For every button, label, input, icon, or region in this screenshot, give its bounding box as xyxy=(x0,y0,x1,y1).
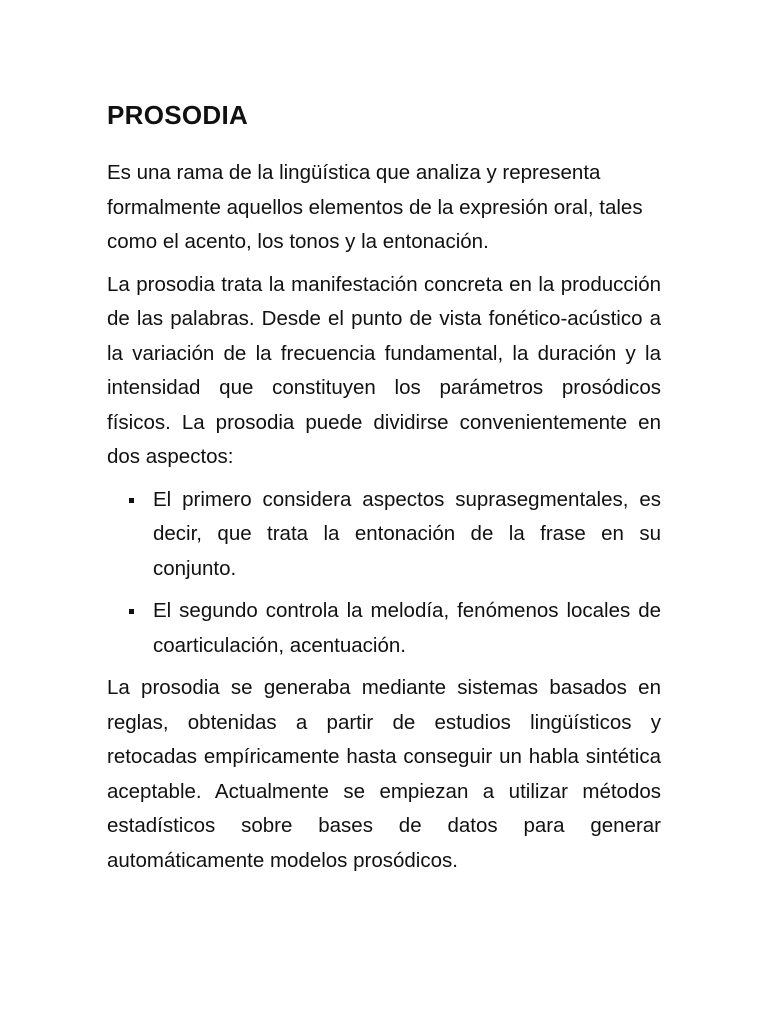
list-item-text: El primero considera aspectos suprasegmentales, es decir, que trata la entonación de la frase en su conjunto. xyxy=(153,487,661,580)
generation-paragraph: La prosodia se generaba mediante sistemas basados en reglas, obtenidas a partir de estudios lingüísticos y retocadas empíricamente hasta conseguir un habla sintética aceptable. Actualmente se empiezan a utilizar métodos estadísticos sobre bases de datos para generar automáticamente modelos prosódicos. xyxy=(107,676,661,872)
definition-paragraph: Es una rama de la lingüística que analiza y representa formalmente aquellos elementos de la expresión oral, tales como el acento, los tonos y la entonación. xyxy=(107,161,643,253)
aspects-list xyxy=(107,483,661,664)
document-title: PROSODIA xyxy=(107,100,249,130)
description-paragraph: La prosodia trata la manifestación concreta en la producción de las palabras. Desde el punto de vista fonético-acústico a la variación de la frecuencia fundamental, la duración y la intensidad que constituyen los parámetros prosódicos físicos. La prosodia puede dividirse convenientemente en dos aspectos: xyxy=(107,272,661,468)
list-item-text: El segundo controla la melodía, fenómenos locales de coarticulación, acentuación. xyxy=(153,599,661,657)
list-item xyxy=(107,594,661,663)
square-bullet-icon xyxy=(129,609,134,614)
square-bullet-icon xyxy=(129,498,134,503)
document-page xyxy=(107,88,661,886)
list-item xyxy=(107,483,661,587)
